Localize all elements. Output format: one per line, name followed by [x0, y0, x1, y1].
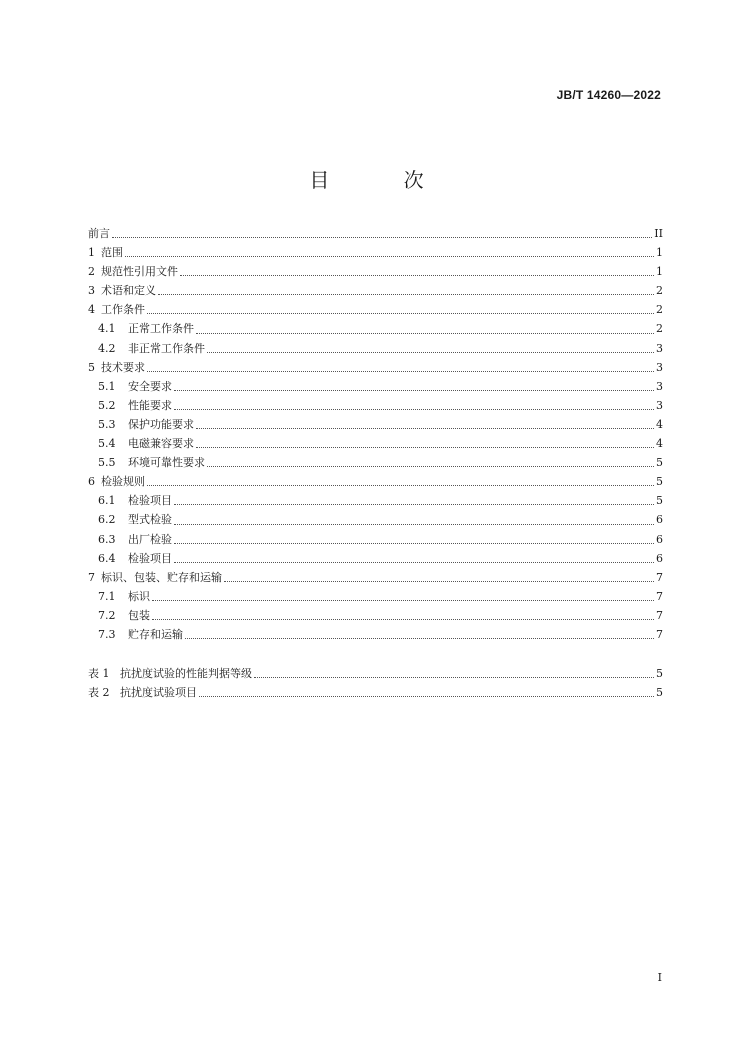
toc-entry[interactable]	[88, 396, 663, 415]
toc-entry-page: 2	[656, 322, 663, 336]
toc-gap	[88, 644, 663, 664]
toc-entry[interactable]	[88, 587, 663, 606]
toc-entry[interactable]	[88, 568, 663, 587]
toc-entry[interactable]	[88, 530, 663, 549]
toc-entry-page: 5	[656, 475, 663, 489]
dot-leader	[125, 255, 654, 257]
toc-entry-number: 6.4	[98, 551, 116, 565]
toc-entry-number: 2	[88, 265, 95, 279]
standard-number: JB/T 14260—2022	[556, 88, 661, 102]
toc-entry-title: 范围	[101, 246, 123, 260]
toc-entry[interactable]	[88, 358, 663, 377]
toc-entry[interactable]	[88, 415, 663, 434]
toc-entry-number: 7.3	[98, 627, 116, 641]
dot-leader	[207, 351, 654, 353]
toc-entry-page: 5	[656, 686, 663, 700]
dot-leader	[174, 542, 654, 544]
toc-entry-title: 检验规则	[101, 475, 145, 489]
toc-entry-page: 7	[656, 570, 663, 584]
page-title: 目 次	[309, 168, 458, 192]
toc-entry-number: 4	[88, 303, 95, 317]
toc-entry-number: 4.1	[98, 322, 116, 336]
toc-entry[interactable]	[88, 491, 663, 510]
toc-entry[interactable]	[88, 434, 663, 453]
toc-entry-title: 非正常工作条件	[128, 341, 205, 355]
toc-entry-number: 5	[88, 360, 95, 374]
toc-entry[interactable]	[88, 300, 663, 319]
toc-entry-title: 包装	[128, 608, 150, 622]
toc-entry[interactable]	[88, 262, 663, 281]
toc-entry[interactable]	[88, 224, 663, 243]
toc-entry-number: 7.1	[98, 589, 116, 603]
toc-entry-title: 安全要求	[128, 379, 172, 393]
toc-entry-number: 5.3	[98, 417, 116, 431]
dot-leader	[196, 427, 654, 429]
toc-entry-number: 6.2	[98, 513, 116, 527]
toc-entry-title: 抗扰度试验的性能判据等级	[120, 667, 252, 681]
toc-entry[interactable]	[88, 377, 663, 396]
toc-entry-page: 3	[656, 341, 663, 355]
toc-entry[interactable]	[88, 243, 663, 262]
toc-entry-title: 电磁兼容要求	[128, 437, 194, 451]
toc-entry-page: 3	[656, 379, 663, 393]
toc-entry-page: 6	[656, 532, 663, 546]
dot-leader	[199, 695, 654, 697]
toc-entry-title: 抗扰度试验项目	[120, 686, 197, 700]
dot-leader	[174, 503, 654, 505]
dot-leader	[112, 236, 652, 238]
toc-entry-page: 1	[656, 265, 663, 279]
toc-entry-page: 5	[656, 667, 663, 681]
dot-leader	[147, 370, 654, 372]
dot-leader	[147, 484, 654, 486]
toc-entry-page: 2	[656, 303, 663, 317]
toc-entry[interactable]	[88, 453, 663, 472]
dot-leader	[196, 332, 654, 334]
toc-entry[interactable]	[88, 281, 663, 300]
dot-leader	[224, 580, 654, 582]
toc-entry-title: 正常工作条件	[128, 322, 194, 336]
dot-leader	[196, 446, 654, 448]
toc-entry-number: 6.3	[98, 532, 116, 546]
toc-entry[interactable]	[88, 549, 663, 568]
toc-entry[interactable]	[88, 319, 663, 338]
toc-entry-title: 标识	[128, 589, 150, 603]
toc-entry-title: 检验项目	[128, 551, 172, 565]
toc-entry-title: 术语和定义	[101, 284, 156, 298]
toc-entry-page: 5	[656, 494, 663, 508]
toc-entry-number: 7	[88, 570, 95, 584]
toc-entry[interactable]	[88, 664, 663, 683]
toc-entry-number: 5.2	[98, 398, 116, 412]
toc-entry-page: 3	[656, 398, 663, 412]
toc-entry-page: 6	[656, 513, 663, 527]
dot-leader	[152, 618, 654, 620]
toc-entry-page: 7	[656, 627, 663, 641]
toc-entry-title: 保护功能要求	[128, 417, 194, 431]
toc-entry-number: 表 1	[88, 667, 110, 681]
toc-entry-number: 1	[88, 246, 95, 260]
dot-leader	[174, 389, 654, 391]
toc-entry[interactable]	[88, 606, 663, 625]
toc-entry-title: 贮存和运输	[128, 627, 183, 641]
toc-entry-title: 规范性引用文件	[101, 265, 178, 279]
dot-leader	[254, 676, 654, 678]
toc-entry-number: 5.4	[98, 437, 116, 451]
toc-entry-title: 环境可靠性要求	[128, 456, 205, 470]
toc-entry-title: 出厂检验	[128, 532, 172, 546]
toc-entry-title: 工作条件	[101, 303, 145, 317]
toc-entry-title: 型式检验	[128, 513, 172, 527]
toc-entry-page: 1	[656, 246, 663, 260]
dot-leader	[152, 599, 654, 601]
toc-entry[interactable]	[88, 683, 663, 702]
table-of-contents	[88, 224, 663, 702]
toc-entry-number: 5.1	[98, 379, 116, 393]
dot-leader	[207, 465, 654, 467]
toc-entry-page: 3	[656, 360, 663, 374]
dot-leader	[185, 637, 654, 639]
toc-entry-page: 2	[656, 284, 663, 298]
dot-leader	[147, 312, 654, 314]
toc-entry-title: 技术要求	[101, 360, 145, 374]
toc-entry-number: 3	[88, 284, 95, 298]
toc-entry-title: 性能要求	[128, 398, 172, 412]
toc-entry-page: 7	[656, 589, 663, 603]
toc-entry-page: 5	[656, 456, 663, 470]
toc-entry-title: 前言	[88, 227, 110, 240]
toc-entry-page: 4	[656, 417, 663, 431]
toc-entry-page: II	[654, 227, 663, 240]
toc-entry-page: 4	[656, 437, 663, 451]
dot-leader	[180, 274, 654, 276]
toc-entry-number: 6.1	[98, 494, 116, 508]
dot-leader	[158, 293, 654, 295]
toc-entry-number: 6	[88, 475, 95, 489]
toc-entries	[88, 224, 663, 644]
toc-entry-number: 4.2	[98, 341, 116, 355]
toc-entry[interactable]	[88, 510, 663, 529]
toc-entry[interactable]	[88, 472, 663, 491]
toc-entry-title: 标识、包装、贮存和运输	[101, 570, 222, 584]
page-number: I	[657, 971, 662, 984]
toc-entry-number: 表 2	[88, 686, 110, 700]
toc-entry-number: 5.5	[98, 456, 116, 470]
dot-leader	[174, 523, 654, 525]
toc-entry-page: 7	[656, 608, 663, 622]
dot-leader	[174, 561, 654, 563]
toc-entry-title: 检验项目	[128, 494, 172, 508]
toc-entry-number: 7.2	[98, 608, 116, 622]
toc-entry[interactable]	[88, 339, 663, 358]
toc-entry-page: 6	[656, 551, 663, 565]
dot-leader	[174, 408, 654, 410]
toc-entry[interactable]	[88, 625, 663, 644]
table-list	[88, 664, 663, 702]
